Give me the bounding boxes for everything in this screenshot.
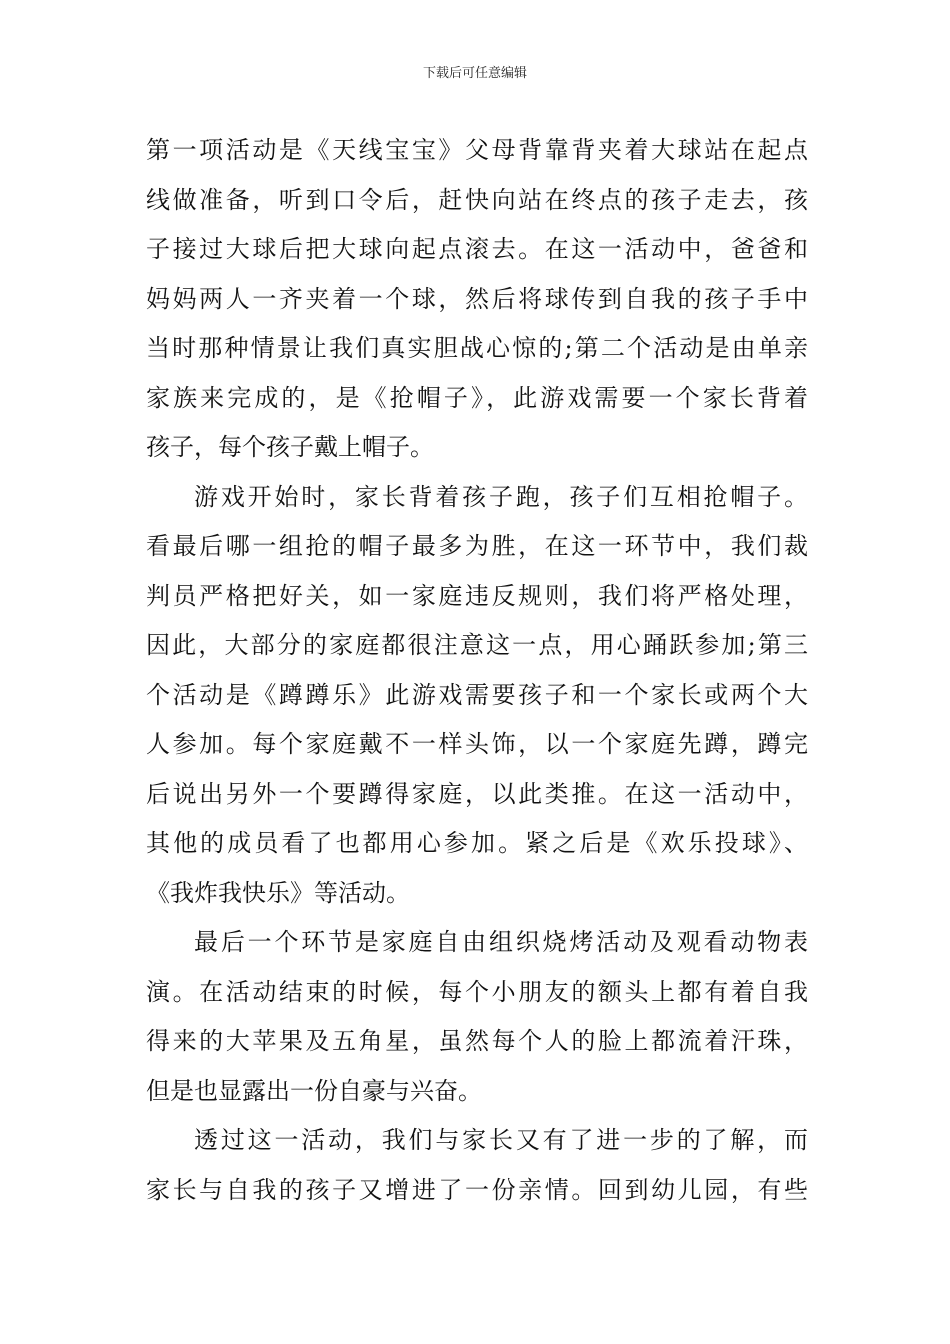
text-line: 演。在活动结束的时候，每个小朋友的额头上都有着自我	[146, 977, 808, 1006]
text-line: 家长与自我的孩子又增进了一份亲情。回到幼儿园，有些	[146, 1175, 808, 1204]
text-line: 人参加。每个家庭戴不一样头饰，以一个家庭先蹲，蹲完	[146, 730, 808, 758]
text-line: 但是也显露出一份自豪与兴奋。	[146, 1076, 482, 1105]
text-line: 个活动是《蹲蹲乐》此游戏需要孩子和一个家长或两个大	[146, 680, 808, 709]
paragraph-2	[146, 473, 808, 919]
text-line: 得来的大苹果及五角星，虽然每个人的脸上都流着汗珠，	[146, 1027, 808, 1055]
text-line: 游戏开始时，家长背着孩子跑，孩子们互相抢帽子。	[194, 482, 808, 511]
text-line: 当时那种情景让我们真实胆战心惊的;第二个活动是由单亲	[146, 334, 808, 362]
page-header: 下载后可任意编辑	[422, 66, 527, 81]
text-line: 妈妈两人一齐夹着一个球，然后将球传到自我的孩子手中	[146, 284, 808, 313]
text-line: 因此，大部分的家庭都很注意这一点，用心踊跃参加;第三	[146, 631, 808, 659]
paragraph-3	[146, 918, 808, 1116]
text-line: 第一项活动是《天线宝宝》父母背靠背夹着大球站在起点	[146, 136, 808, 164]
text-line: 判员严格把好关，如一家庭违反规则，我们将严格处理，	[146, 581, 808, 610]
text-line: 其他的成员看了也都用心参加。紧之后是《欢乐投球》、	[146, 829, 808, 857]
text-line: 后说出另外一个要蹲得家庭，以此类推。在这一活动中，	[146, 779, 808, 808]
text-line: 透过这一活动，我们与家长又有了进一步的了解，而	[194, 1126, 808, 1154]
text-line: 看最后哪一组抢的帽子最多为胜，在这一环节中，我们裁	[146, 532, 808, 560]
text-line: 《我炸我快乐》等活动。	[146, 878, 410, 907]
text-line: 线做准备，听到口令后，赶快向站在终点的孩子走去，孩	[146, 185, 808, 214]
paragraph-4	[146, 1116, 808, 1215]
text-line: 子接过大球后把大球向起点滚去。在这一活动中，爸爸和	[146, 235, 808, 263]
paragraph-1	[146, 126, 808, 473]
text-line: 孩子，每个孩子戴上帽子。	[146, 433, 434, 461]
text-line: 最后一个环节是家庭自由组织烧烤活动及观看动物表	[194, 928, 808, 956]
text-line: 家族来完成的，是《抢帽子》，此游戏需要一个家长背着	[146, 383, 808, 412]
document-body	[146, 126, 808, 1215]
